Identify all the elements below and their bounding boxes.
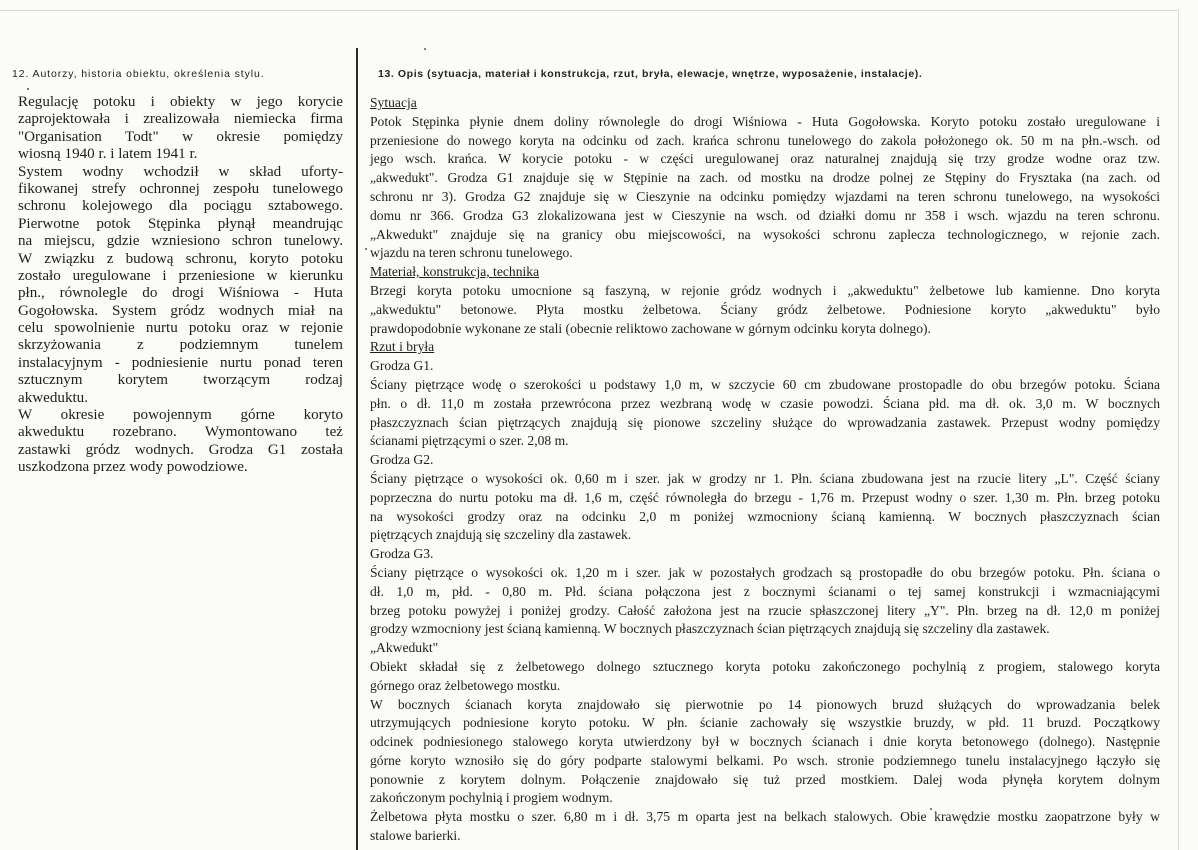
text-line: płn. o dł. 11,0 m została przewrócona przez wezbraną wodę w czasie powodzi. Ściana płd. ma dł. ok. 3,0 m. W bocznych (370, 395, 1160, 411)
text-line: zakończonym pochylnią i progiem wodnym. (370, 790, 613, 806)
text-line: na wysokości grodzy oraz na odcinku 2,0 m poniżej wzmocniony ścianą kamienną. W bocznych płaszczyznach ścian (370, 508, 1160, 524)
text-line: grodzy wzmocniony jest ścianą kamienną. W bocznych płaszczyznach ścian piętrzących znajdują się szczeliny dla zastawek. (370, 621, 1050, 637)
text-line: zostało uregulowane i przeniesione w kierunku (18, 267, 343, 284)
text-line: górne koryto wznosiło się do góry podparte stalowymi belkami. Po wsch. stronie podziemnego tunelu instalacyjnego łączyło się (370, 752, 1160, 768)
subsection-heading: Rzut i bryła (370, 339, 435, 355)
text-line: prawdopodobnie wykonane ze stali (obecnie reliktowo zachowane w górnym odcinku koryta dolnego). (370, 320, 931, 336)
text-line: odcinek podniesionego stalowego koryta utwierdzony był w bocznych ścianach i dnie koryta betonowego (dolnego). Następnie (370, 734, 1160, 750)
text-line: "Organisation Todt" w okresie pomiędzy (18, 128, 343, 145)
text-line: „akwedukt". Grodza G1 znajduje się w Stępinie na zach. od mostku na drodze polnej ze Stępiny do Frysztaka (na zach. od (370, 170, 1160, 186)
text-line: piętrzących znajdują się szczeliny dla zastawek. (370, 527, 632, 543)
text-line: stalowe barierki. (370, 828, 461, 844)
text-line: uszkodzona przez wody powodziowe. (18, 459, 248, 476)
text-line: wjazdu na teren schronu tunelowego. (370, 245, 573, 261)
text-line: W okresie powojennym górne koryto (18, 407, 343, 424)
subsection-heading: Materiał, konstrukcja, technika (370, 264, 540, 280)
scan-speck (424, 48, 426, 50)
text-line: poprzeczna do nurtu potoku ma dł. 1,6 m, część równoległa do brzegu - 1,76 m. Przepust wodny o szer. 1,30 m. Płn. brzeg potoku (370, 489, 1160, 505)
text-line: zastawki gródz wodnych. Grodza G1 została (18, 441, 343, 458)
text-line: przeniesione do nowego koryta na odcinku od zach. krańca schronu tunelowego do zakola położonego ok. 50 m na płn.-wsch. od (370, 132, 1160, 148)
section-13-header: 13. Opis (sytuacja, materiał i konstrukcja, rzut, bryła, elewacje, wnętrze, wyposażenie, instalacje). (378, 68, 923, 80)
text-line: W związku z budową schronu, koryto potoku (18, 250, 343, 267)
text-line: domu nr 366. Grodza G3 zlokalizowana jest w Cieszynie na wsch. od działki domu nr 358 i wsch. wjazdu na teren schronu. (370, 207, 1160, 223)
text-line: „Akwedukt" (370, 640, 439, 656)
text-line: akweduktu. (18, 389, 89, 406)
text-line: płn., równolegle do drogi Wiśniowa - Huta (18, 285, 343, 302)
text-line: brzeg potoku powyżej i poniżej grodzy. Całość założona jest na rzucie spłaszczonej litery „Y". Płn. brzeg na dł. 12,0 m poniżej (370, 602, 1160, 618)
text-line: dł. 1,0 m, płd. - 0,80 m. Płd. ściana połączona jest z bocznymi ścianami o tej samej konstrukcji i wzmacniającymi (370, 583, 1160, 599)
text-line: „akweduktu" betonowe. Płyta mostku żelbetowa. Ściany gródz żelbetowe. Podniesione koryto „akweduktu" było (370, 301, 1160, 317)
page-border-top (0, 10, 1178, 11)
text-line: celu spowolnienie nurtu potoku oraz w rejonie (18, 320, 343, 337)
text-line: Ściany piętrzące wodę o szerokości u podstawy 1,0 m, w szczycie 60 cm zbudowane prostopadle do obu brzegów potoku. Ściana (370, 376, 1160, 392)
subsection-heading: Sytuacja (370, 95, 417, 110)
column-divider (356, 48, 358, 850)
text-line: System wodny wchodził w skład uforty- (18, 163, 343, 180)
text-line: Brzegi koryta potoku umocnione są faszyną, w rejonie gródz wodnych i „akweduktu" żelbetowe lub kamienne. Dno koryta (370, 282, 1160, 298)
text-line: jego wsch. krańca. W korycie potoku - w części uregulowanej oraz naturalnej znajdują się trzy grodze wodne oraz tzw. (370, 151, 1160, 167)
page-border-right (1178, 10, 1179, 850)
text-line: schronu kolejowego dla pociągu sztabowego. (18, 198, 343, 215)
text-line: fikowanej strefy ochronnej zespołu tunelowego (18, 180, 343, 197)
authors-history-text (18, 94, 343, 477)
text-line: akweduktu rozebrano. Wymontowano też (18, 424, 343, 441)
text-line: płaszczyznach ścian piętrzących znajdują się pionowe szczeliny służące do wprowadzania zastawek. Przepust wodny pomiędzy (370, 414, 1160, 430)
text-line: na miejscu, gdzie wzniesiono schron tunelowy. (18, 233, 343, 250)
section-12-header: 12. Autorzy, historia obiektu, określenia stylu. (12, 68, 265, 80)
text-line: ścianami piętrzącymi o szer. 2,08 m. (370, 433, 569, 449)
text-line: ponownie z korytem dolnym. Połączenie znajdowało się tuż przed mostkiem. Dalej woda płynęła korytem dolnym (370, 771, 1160, 787)
text-line: Grodza G3. (370, 546, 434, 562)
text-line: Obiekt składał się z żelbetowego dolnego sztucznego koryta potoku zakończonego pochylnią z progiem, stalowego koryta (370, 658, 1160, 674)
text-line: instalacyjnym - podniesienie nurtu ponad teren (18, 354, 343, 371)
text-line: „Akwedukt" znajduje się na granicy obu miejscowości, na wysokości schronu zaplecza technologicznego, w rejonie zach. (370, 226, 1160, 242)
scan-speck (27, 88, 29, 90)
text-line: sztucznym korytem tworzącym rodzaj (18, 372, 343, 389)
text-line: skrzyżowania z podziemnym tunelem (18, 337, 343, 354)
text-line: Żelbetowa płyta mostku o szer. 6,80 m i dł. 3,75 m oparta jest na belkach stalowych. Obie krawędzie mostku zaopatrzone były w (370, 809, 1160, 825)
text-line: Gogołowska. System gródz wodnych miał na (18, 302, 343, 319)
text-line: utrzymujących podniesione koryto potoku. W płn. ścianie zachowały się wszystkie bruzdy, w płd. 11 bruzd. Początkowy (370, 715, 1160, 731)
text-line: Ściany piętrzące o wysokości ok. 0,60 m i szer. jak w grodzy nr 1. Płn. ściana zbudowana jest na rzucie litery „L". Część ściany (370, 470, 1160, 486)
scan-speck (365, 248, 367, 250)
text-line: Grodza G2. (370, 452, 434, 468)
text-line: Grodza G1. (370, 358, 434, 374)
text-line: Regulację potoku i obiekty w jego korycie (18, 94, 343, 110)
text-line: Pierwotne potok Stępinka płynął meandrując (18, 215, 343, 232)
text-line: zaprojektowała i zrealizowała niemiecka firma (18, 111, 343, 128)
text-line: Ściany piętrzące o wysokości ok. 1,20 m i szer. jak w pozostałych grodzach są prostopadłe do obu brzegów potoku. Płn. ściana o (370, 564, 1160, 580)
text-line: górnego oraz żelbetowego mostku. (370, 677, 561, 693)
description-text (370, 94, 1160, 846)
text-line: schronu nr 3). Grodza G2 znajduje się w Cieszynie na odcinku pomiędzy wjazdami na teren schronu tunelowego, na wysokości (370, 188, 1160, 204)
text-line: wiosną 1940 r. i latem 1941 r. (18, 146, 198, 163)
text-line: Potok Stępinka płynie dnem doliny równolegle do drogi Wiśniowa - Huta Gogołowska. Koryto potoku zostało uregulowane i (370, 113, 1160, 129)
text-line: W bocznych ścianach koryta znajdowało się pierwotnie po 14 pionowych bruzd służących do wprowadzania belek (370, 696, 1160, 712)
